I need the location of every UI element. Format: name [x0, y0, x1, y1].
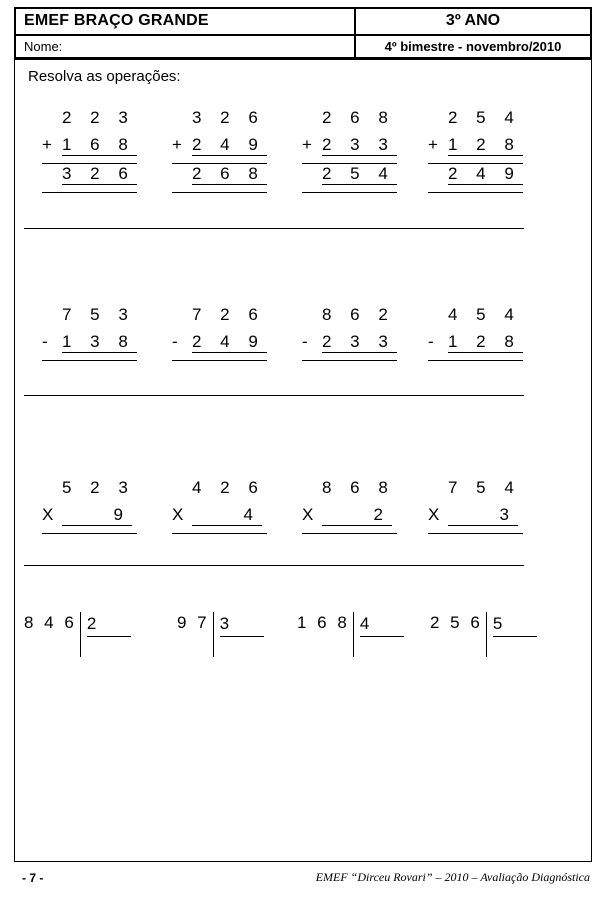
quotient-space[interactable]	[87, 637, 131, 657]
division-bracket	[353, 612, 404, 657]
operand-top: 8 6 8	[322, 478, 395, 497]
operand-line-top	[42, 478, 137, 505]
addition-problem-1[interactable]	[42, 108, 137, 193]
plus-sign: +	[172, 135, 183, 154]
operand-top: 7 5 4	[448, 478, 521, 497]
operand-line-bottom	[42, 505, 137, 534]
operand-top: 2 5 4	[448, 108, 521, 127]
plus-sign: +	[42, 135, 53, 154]
divisor-wrap	[87, 613, 131, 657]
operand-top: 7 5 3	[62, 305, 135, 324]
operand-line-bottom	[302, 505, 397, 534]
subtraction-problem-1[interactable]	[42, 305, 137, 387]
multiplication-problem-2[interactable]	[172, 478, 267, 560]
operand-line-bottom	[172, 332, 267, 361]
times-sign: X	[42, 505, 55, 524]
operand-line-top	[428, 305, 523, 332]
division-bracket	[80, 612, 131, 657]
operand-line-top	[42, 305, 137, 332]
header-row-top	[16, 9, 590, 36]
operand-line-bottom	[428, 135, 523, 164]
operand-top: 4 2 6	[192, 478, 265, 497]
division-bracket	[486, 612, 537, 657]
operand-top: 4 5 4	[448, 305, 521, 324]
operand-bottom: 1 3 8	[62, 332, 135, 351]
division-problem-4[interactable]	[430, 612, 537, 657]
operand-line-top	[172, 305, 267, 332]
subtraction-problem-3[interactable]	[302, 305, 397, 387]
operand-line-bottom	[42, 135, 137, 164]
quotient-space[interactable]	[360, 637, 404, 657]
operand-line-top	[172, 108, 267, 135]
quotient-space[interactable]	[493, 637, 537, 657]
division-layout	[177, 612, 264, 657]
answer-space[interactable]	[172, 361, 267, 387]
subtraction-problem-2[interactable]	[172, 305, 267, 387]
multiplication-problem-4[interactable]	[428, 478, 523, 560]
operand-line-bottom	[428, 505, 523, 534]
addition-problem-4[interactable]	[428, 108, 523, 193]
minus-sign: -	[42, 332, 49, 351]
grade-label: 3º ANO	[445, 12, 501, 29]
divisor-wrap	[220, 613, 264, 657]
operand-line-top	[428, 478, 523, 505]
division-layout	[24, 612, 131, 657]
division-problem-2[interactable]	[177, 612, 264, 657]
answer-space[interactable]	[42, 361, 137, 387]
operand-bottom: 2 3 3	[322, 332, 395, 351]
dividend: 9 7	[177, 613, 210, 632]
operand-line-third	[302, 164, 397, 193]
minus-sign: -	[302, 332, 309, 351]
operand-bottom: 4	[192, 505, 262, 526]
operand-line-bottom	[302, 332, 397, 361]
plus-sign: +	[428, 135, 439, 154]
footer-note: EMEF “Dirceu Rovari” – 2010 – Avaliação Diagnóstica	[315, 870, 590, 884]
school-name: EMEF BRAÇO GRANDE	[24, 12, 209, 29]
operand-bottom: 9	[62, 505, 132, 526]
dividend: 1 6 8	[297, 613, 350, 632]
operand-line-top	[172, 478, 267, 505]
section-separator-3	[24, 565, 524, 566]
operand-bottom: 2 3 3	[322, 135, 395, 154]
bimestre-label: 4º bimestre - novembro/2010	[384, 39, 562, 54]
answer-space[interactable]	[172, 534, 267, 560]
divisor: 5	[493, 613, 537, 637]
operand-line-top	[42, 108, 137, 135]
operand-third: 3 2 6	[62, 164, 135, 183]
header-row-bottom	[16, 36, 590, 58]
operand-top: 5 2 3	[62, 478, 135, 497]
subtraction-problem-4[interactable]	[428, 305, 523, 387]
multiplication-problem-1[interactable]	[42, 478, 137, 560]
answer-space[interactable]	[302, 534, 397, 560]
divisor-wrap	[360, 613, 404, 657]
minus-sign: -	[428, 332, 435, 351]
bimestre-cell	[356, 36, 590, 58]
operand-top: 3 2 6	[192, 108, 265, 127]
operand-line-top	[302, 478, 397, 505]
times-sign: X	[172, 505, 185, 524]
operand-line-top	[302, 108, 397, 135]
plus-sign: +	[302, 135, 313, 154]
operand-bottom: 2 4 9	[192, 332, 265, 351]
worksheet-header	[14, 7, 592, 60]
divisor: 2	[87, 613, 131, 637]
operand-line-top	[428, 108, 523, 135]
operand-top: 8 6 2	[322, 305, 395, 324]
operand-line-bottom	[172, 135, 267, 164]
operand-bottom: 1 2 8	[448, 135, 521, 154]
section-separator-2	[24, 395, 524, 396]
divisor-wrap	[493, 613, 537, 657]
operand-line-bottom	[172, 505, 267, 534]
division-problem-1[interactable]	[24, 612, 131, 657]
answer-space[interactable]	[428, 361, 523, 387]
operand-line-third	[42, 164, 137, 193]
page-number: - 7 -	[22, 871, 44, 885]
section-separator-1	[24, 228, 524, 229]
divisor: 4	[360, 613, 404, 637]
grade-cell	[356, 9, 590, 34]
multiplication-problem-3[interactable]	[302, 478, 397, 560]
minus-sign: -	[172, 332, 179, 351]
operand-line-top	[302, 305, 397, 332]
operand-top: 7 2 6	[192, 305, 265, 324]
operand-line-third	[172, 164, 267, 193]
times-sign: X	[428, 505, 441, 524]
operand-top: 2 6 8	[322, 108, 395, 127]
operand-third: 2 6 8	[192, 164, 265, 183]
instruction-text: Resolva as operações:	[28, 68, 181, 85]
addition-problem-2[interactable]	[172, 108, 267, 193]
dividend: 8 4 6	[24, 613, 77, 632]
operand-line-third	[428, 164, 523, 193]
operand-line-bottom	[42, 332, 137, 361]
operand-bottom: 2	[322, 505, 392, 526]
operand-line-bottom	[428, 332, 523, 361]
division-layout	[297, 612, 404, 657]
operand-line-bottom	[302, 135, 397, 164]
operand-bottom: 2 4 9	[192, 135, 265, 154]
name-cell[interactable]	[16, 36, 356, 58]
answer-space[interactable]	[302, 361, 397, 387]
operand-third: 2 5 4	[322, 164, 395, 183]
school-name-cell	[16, 9, 356, 34]
operand-bottom: 1 6 8	[62, 135, 135, 154]
divisor: 3	[220, 613, 264, 637]
division-bracket	[213, 612, 264, 657]
operand-bottom: 3	[448, 505, 518, 526]
times-sign: X	[302, 505, 315, 524]
operand-third: 2 4 9	[448, 164, 521, 183]
answer-space[interactable]	[428, 534, 523, 560]
operand-bottom: 1 2 8	[448, 332, 521, 351]
division-layout	[430, 612, 537, 657]
answer-space[interactable]	[42, 534, 137, 560]
operand-top: 2 2 3	[62, 108, 135, 127]
quotient-space[interactable]	[220, 637, 264, 657]
dividend: 2 5 6	[430, 613, 483, 632]
addition-problem-3[interactable]	[302, 108, 397, 193]
division-problem-3[interactable]	[297, 612, 404, 657]
name-label: Nome:	[24, 39, 63, 54]
